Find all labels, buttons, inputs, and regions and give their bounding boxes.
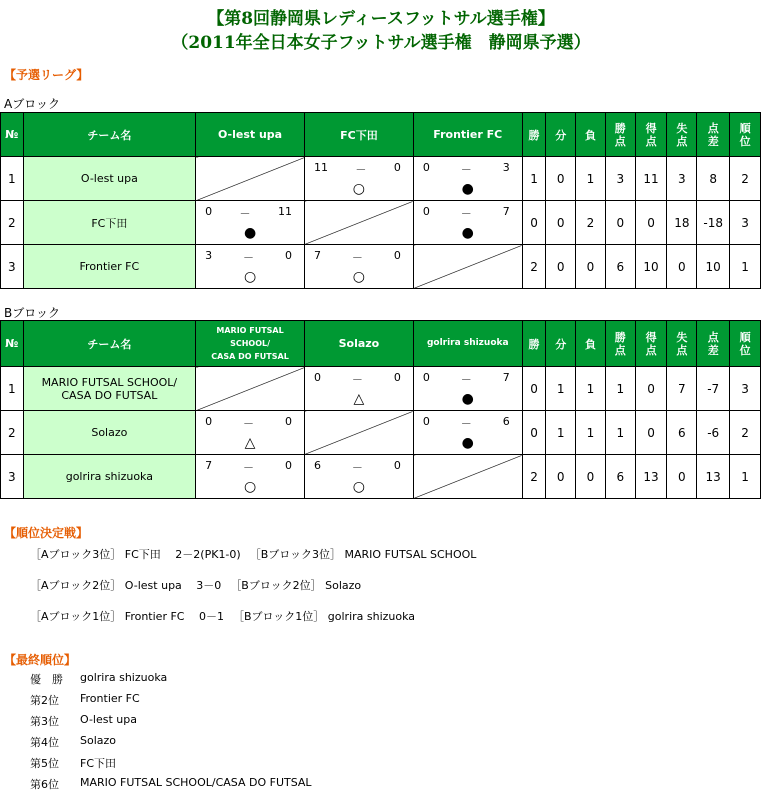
losses: 0 <box>576 245 606 289</box>
result-mark: ● <box>243 224 257 241</box>
score-dash: － <box>460 162 472 176</box>
self-match-cell <box>196 367 305 411</box>
table-row <box>1 157 761 201</box>
header-rank-bottom: 位 <box>739 134 751 148</box>
team-name: Frontier FC <box>23 245 196 289</box>
losses: 0 <box>576 455 606 499</box>
header-gf-top: 得 <box>645 330 657 344</box>
header-opponent <box>196 321 305 367</box>
header-ga <box>667 113 697 157</box>
block-b-table <box>0 320 761 499</box>
goals-for: 0 <box>635 411 667 455</box>
header-win: 勝 <box>522 321 546 367</box>
final-heading: 【最終順位】 <box>4 653 77 667</box>
score-against: 0 <box>393 160 401 174</box>
score-dash: － <box>460 416 472 430</box>
match-result <box>413 367 522 411</box>
score-against: 3 <box>502 160 510 174</box>
row-no: 3 <box>1 455 24 499</box>
header-gf <box>635 321 667 367</box>
header-lose: 負 <box>576 113 606 157</box>
match-result <box>196 245 305 289</box>
goals-for: 11 <box>635 157 667 201</box>
header-no: № <box>1 321 24 367</box>
goals-against: 3 <box>667 157 697 201</box>
header-gf-top: 得 <box>645 121 657 135</box>
wins: 0 <box>522 367 546 411</box>
wins: 1 <box>522 157 546 201</box>
header-opponent: golrira shizuoka <box>413 321 522 367</box>
self-match-cell <box>304 411 413 455</box>
match-score <box>305 249 413 265</box>
match-result <box>304 367 413 411</box>
header-gd-bottom: 差 <box>707 343 719 357</box>
team-name: Solazo <box>23 411 196 455</box>
match-score <box>196 459 304 475</box>
team-name-line: CASA DO FUTSAL <box>61 388 158 402</box>
goals-for: 13 <box>635 455 667 499</box>
team-name <box>23 367 196 411</box>
final-team: MARIO FUTSAL SCHOOL/CASA DO FUTSAL <box>80 776 312 789</box>
score-for: 0 <box>205 204 213 218</box>
draws: 1 <box>546 367 576 411</box>
block-b-label: Bブロック <box>4 306 60 320</box>
header-pts-bottom: 点 <box>614 343 626 357</box>
match-score <box>414 415 522 431</box>
match-score <box>414 205 522 221</box>
goals-against: 0 <box>667 245 697 289</box>
header-draw: 分 <box>546 113 576 157</box>
result-mark: ● <box>461 180 474 197</box>
header-team: チーム名 <box>23 113 196 157</box>
rank: 2 <box>730 157 761 201</box>
goals-against: 18 <box>667 201 697 245</box>
wins: 2 <box>522 245 546 289</box>
table-row <box>1 367 761 411</box>
header-gd <box>697 113 730 157</box>
self-match-cell <box>304 201 413 245</box>
score-against: 6 <box>502 414 510 428</box>
draws: 0 <box>546 157 576 201</box>
score-against: 0 <box>393 248 401 262</box>
header-gf <box>635 113 667 157</box>
header-opponent-line: CASA DO FUTSAL <box>211 352 289 361</box>
points: 1 <box>605 411 635 455</box>
final-team: FC下田 <box>80 757 117 770</box>
result-mark: ● <box>461 434 474 451</box>
losses: 1 <box>576 157 606 201</box>
final-rank: 第2位 <box>30 694 59 707</box>
result-mark: ○ <box>352 268 366 285</box>
result-mark: △ <box>353 390 365 407</box>
page-subtitle: （2011年全日本女子フットサル選手権 静岡県予選） <box>171 33 591 53</box>
header-pts-top: 勝 <box>614 330 626 344</box>
placement-line: ［Aブロック1位］ Frontier FC 0－1 ［Bブロック1位］ golrira shizuoka <box>30 610 416 623</box>
team-name: golrira shizuoka <box>23 455 196 499</box>
header-gf-bottom: 点 <box>645 134 657 148</box>
score-for: 0 <box>422 204 430 218</box>
draws: 1 <box>546 411 576 455</box>
placement-line: ［Aブロック2位］ O-lest upa 3－0 ［Bブロック2位］ Solazo <box>30 579 362 592</box>
row-no: 3 <box>1 245 24 289</box>
header-rank-top: 順 <box>739 330 751 344</box>
match-result <box>196 411 305 455</box>
rank: 3 <box>730 201 761 245</box>
result-mark: ○ <box>352 478 366 495</box>
header-no: № <box>1 113 24 157</box>
header-rank-top: 順 <box>739 121 751 135</box>
match-result <box>196 455 305 499</box>
goal-diff: 8 <box>697 157 730 201</box>
header-draw: 分 <box>546 321 576 367</box>
match-result <box>304 157 413 201</box>
header-opponent: Frontier FC <box>413 113 522 157</box>
header-gd-top: 点 <box>707 121 719 135</box>
points: 3 <box>605 157 635 201</box>
header-team: チーム名 <box>23 321 196 367</box>
goals-for: 10 <box>635 245 667 289</box>
score-against: 0 <box>393 458 401 472</box>
score-dash: － <box>460 372 472 386</box>
final-rank: 第5位 <box>30 757 59 770</box>
header-ga-bottom: 点 <box>676 134 688 148</box>
match-score <box>414 161 522 177</box>
score-against: 0 <box>284 248 292 262</box>
header-opponent: O-lest upa <box>196 113 305 157</box>
score-for: 0 <box>205 414 213 428</box>
match-score <box>414 371 522 387</box>
goal-diff: -18 <box>697 201 730 245</box>
match-score <box>305 161 413 177</box>
header-opponent-line: SCHOOL/ <box>230 339 271 348</box>
row-no: 2 <box>1 411 24 455</box>
header-rank <box>730 321 761 367</box>
goal-diff: -7 <box>697 367 730 411</box>
header-pts-bottom: 点 <box>614 134 626 148</box>
result-mark: ● <box>461 224 474 241</box>
points: 1 <box>605 367 635 411</box>
page-title: 【第8回静岡県レディースフットサル選手権】 <box>207 9 555 29</box>
header-gd-bottom: 差 <box>707 134 719 148</box>
losses: 1 <box>576 367 606 411</box>
final-rank: 第6位 <box>30 778 59 791</box>
score-dash: － <box>243 460 255 474</box>
result-mark: △ <box>244 434 256 451</box>
match-score <box>196 205 304 221</box>
match-result <box>413 411 522 455</box>
losses: 1 <box>576 411 606 455</box>
rank: 2 <box>730 411 761 455</box>
header-opponent-line: MARIO FUTSAL <box>216 326 284 335</box>
draws: 0 <box>546 455 576 499</box>
goal-diff: 13 <box>697 455 730 499</box>
result-mark: ○ <box>243 268 257 285</box>
row-no: 1 <box>1 367 24 411</box>
header-rank-bottom: 位 <box>739 343 751 357</box>
table-row <box>1 411 761 455</box>
score-dash: － <box>351 460 363 474</box>
final-team: Solazo <box>80 734 117 747</box>
score-dash: － <box>351 372 363 386</box>
goal-diff: -6 <box>697 411 730 455</box>
score-against: 11 <box>277 204 292 218</box>
match-result <box>413 201 522 245</box>
team-name-line: MARIO FUTSAL SCHOOL/ <box>41 375 178 389</box>
goals-for: 0 <box>635 201 667 245</box>
points: 6 <box>605 245 635 289</box>
draws: 0 <box>546 245 576 289</box>
match-score <box>305 371 413 387</box>
match-result <box>304 245 413 289</box>
header-rank <box>730 113 761 157</box>
final-team: Frontier FC <box>80 692 140 705</box>
placement-heading: 【順位決定戦】 <box>4 526 89 540</box>
score-against: 7 <box>502 370 510 384</box>
score-for: 11 <box>313 160 328 174</box>
goals-against: 7 <box>667 367 697 411</box>
team-name: FC下田 <box>23 201 196 245</box>
wins: 0 <box>522 411 546 455</box>
header-pts <box>605 113 635 157</box>
score-for: 0 <box>422 414 430 428</box>
score-dash: － <box>355 162 367 176</box>
header-ga-bottom: 点 <box>676 343 688 357</box>
result-mark: ○ <box>352 180 366 197</box>
points: 0 <box>605 201 635 245</box>
score-against: 0 <box>393 370 401 384</box>
header-opponent: Solazo <box>304 321 413 367</box>
placement-line: ［Aブロック3位］ FC下田 2－2(PK1-0) ［Bブロック3位］ MARIO FUTSAL SCHOOL <box>30 548 477 561</box>
score-against: 7 <box>502 204 510 218</box>
rank: 3 <box>730 367 761 411</box>
match-result <box>304 455 413 499</box>
header-ga-top: 失 <box>676 121 688 135</box>
final-rank: 第3位 <box>30 715 59 728</box>
match-result <box>413 157 522 201</box>
goals-against: 0 <box>667 455 697 499</box>
final-team: golrira shizuoka <box>80 671 168 684</box>
header-pts-top: 勝 <box>614 121 626 135</box>
final-rank: 優 勝 <box>30 673 63 686</box>
header-win: 勝 <box>522 113 546 157</box>
score-for: 6 <box>313 458 321 472</box>
match-score <box>196 249 304 265</box>
block-a-table <box>0 112 761 289</box>
draws: 0 <box>546 201 576 245</box>
header-ga <box>667 321 697 367</box>
self-match-cell <box>413 245 522 289</box>
row-no: 2 <box>1 201 24 245</box>
header-gd-top: 点 <box>707 330 719 344</box>
score-dash: － <box>351 250 363 264</box>
score-for: 3 <box>205 248 213 262</box>
score-dash: － <box>460 206 472 220</box>
header-gd <box>697 321 730 367</box>
goal-diff: 10 <box>697 245 730 289</box>
score-against: 0 <box>284 458 292 472</box>
match-score <box>196 415 304 431</box>
wins: 2 <box>522 455 546 499</box>
final-rank: 第4位 <box>30 736 59 749</box>
header-lose: 負 <box>576 321 606 367</box>
score-for: 0 <box>422 160 430 174</box>
final-team: O-lest upa <box>80 713 137 726</box>
header-ga-top: 失 <box>676 330 688 344</box>
score-for: 0 <box>422 370 430 384</box>
result-mark: ○ <box>243 478 257 495</box>
result-mark: ● <box>461 390 474 407</box>
header-opponent: FC下田 <box>304 113 413 157</box>
block-a-label: Aブロック <box>4 97 60 111</box>
rank: 1 <box>730 245 761 289</box>
self-match-cell <box>413 455 522 499</box>
match-result <box>196 201 305 245</box>
score-dash: － <box>243 250 255 264</box>
losses: 2 <box>576 201 606 245</box>
score-for: 0 <box>313 370 321 384</box>
score-dash: － <box>243 416 255 430</box>
header-pts <box>605 321 635 367</box>
goals-for: 0 <box>635 367 667 411</box>
score-against: 0 <box>284 414 292 428</box>
table-row <box>1 245 761 289</box>
table-row <box>1 455 761 499</box>
table-row <box>1 201 761 245</box>
header-gf-bottom: 点 <box>645 343 657 357</box>
wins: 0 <box>522 201 546 245</box>
points: 6 <box>605 455 635 499</box>
score-for: 7 <box>205 458 213 472</box>
prelim-heading: 【予選リーグ】 <box>4 68 89 82</box>
row-no: 1 <box>1 157 24 201</box>
goals-against: 6 <box>667 411 697 455</box>
match-score <box>305 459 413 475</box>
team-name: O-lest upa <box>23 157 196 201</box>
score-for: 7 <box>313 248 321 262</box>
score-dash: － <box>239 206 251 220</box>
rank: 1 <box>730 455 761 499</box>
self-match-cell <box>196 157 305 201</box>
